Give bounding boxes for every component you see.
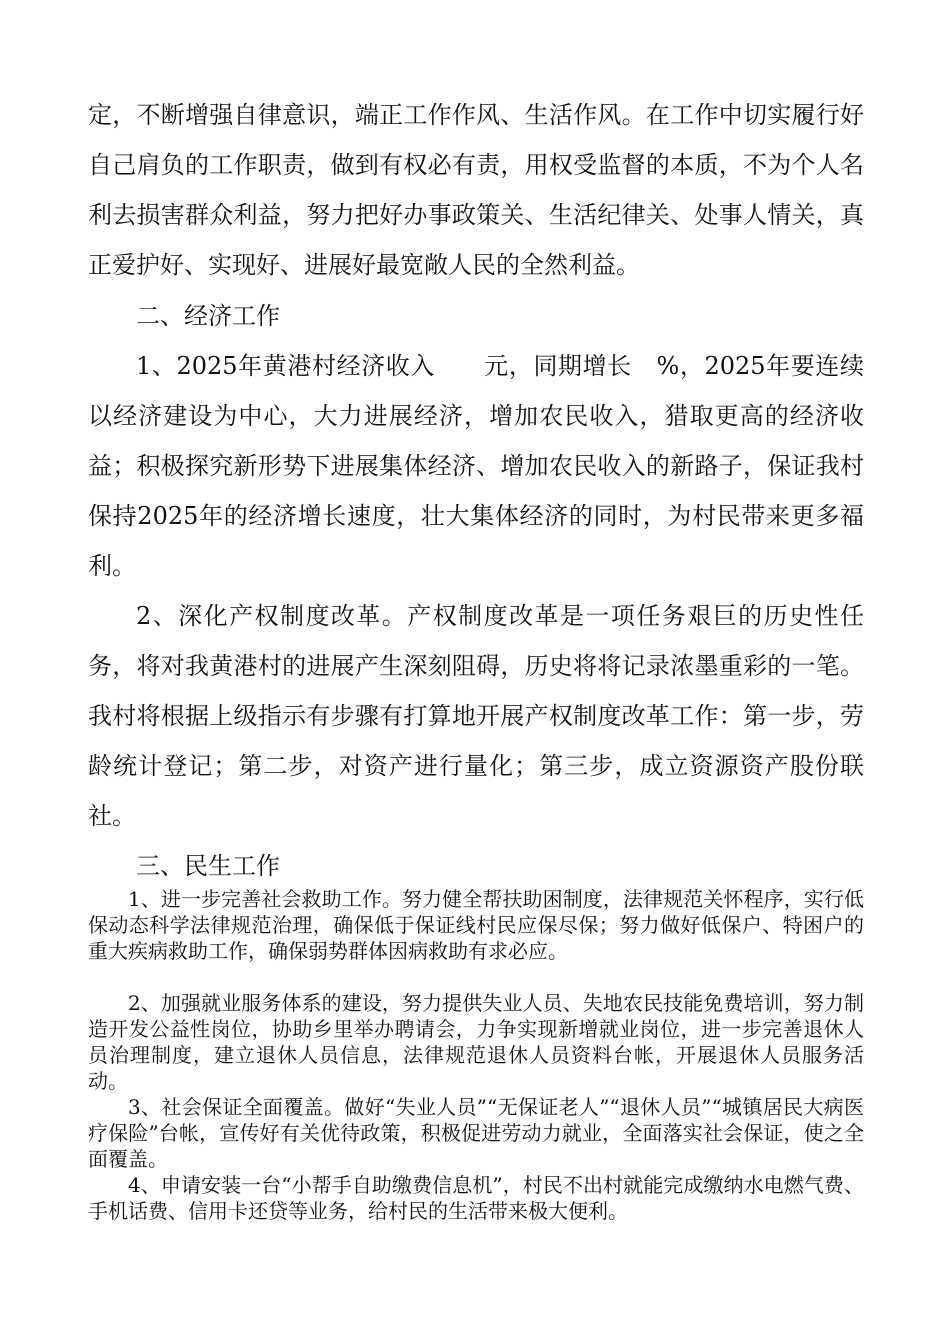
- livelihood-paragraph-4: 4、申请安装一台“小帮手自助缴费信息机”，村民不出村就能完成缴纳水电燃气费、手机话费、信用卡还贷等业务，给村民的生活带来极大便利。: [88, 1173, 864, 1223]
- livelihood-paragraph-1: 1、进一步完善社会救助工作。努力健全帮扶助困制度，法律规范关怀程序，实行低保动态科学法律规范治理，确保低于保证线村民应保尽保；努力做好低保户、特困户的重大疾病救助工作，确保弱势群体因病救助有求必应。: [88, 887, 864, 963]
- economy-paragraph-1: 1、2025年黄港村经济收入 元，同期增长 %，2025年要连续以经济建设为中心，大力进展经济，增加农民收入，猎取更高的经济收益；积极探究新形势下进展集体经济、增加农民收入的新路子，保证我村保持2025年的经济增长速度，壮大集体经济的同时，为村民带来更多福利。: [88, 352, 864, 580]
- heading-economy: 二、经济工作: [136, 302, 280, 330]
- livelihood-paragraph-2: 2、加强就业服务体系的建设，努力提供失业人员、失地农民技能免费培训，努力制造开发公益性岗位，协助乡里举办聘请会，力争实现新增就业岗位，进一步完善退休人员治理制度，建立退休人员信息，法律规范退休人员资料台帐，开展退休人员服务活动。: [88, 991, 864, 1093]
- heading-livelihood: 三、民生工作: [136, 852, 280, 880]
- economy-paragraph-2: 2、深化产权制度改革。产权制度改革是一项任务艰巨的历史性任务，将对我黄港村的进展产生深刻阻碍，历史将将记录浓墨重彩的一笔。我村将根据上级指示有步骤有打算地开展产权制度改革工作：第一步，劳龄统计登记；第二步，对资产进行量化；第三步，成立资源资产股份联社。: [88, 602, 864, 830]
- paragraph-continuation: 定，不断增强自律意识，端正工作作风、生活作风。在工作中切实履行好自己肩负的工作职责，做到有权必有责，用权受监督的本质，不为个人名利去损害群众利益，努力把好办事政策关、生活纪律关、处事人情关，真正爱护好、实现好、进展好最宽敞人民的全然利益。: [88, 101, 864, 279]
- livelihood-paragraph-3: 3、社会保证全面覆盖。做好“失业人员”“无保证老人”“退休人员”“城镇居民大病医疗保险”台帐，宣传好有关优待政策，积极促进劳动力就业，全面落实社会保证，使之全面覆盖。: [88, 1095, 864, 1171]
